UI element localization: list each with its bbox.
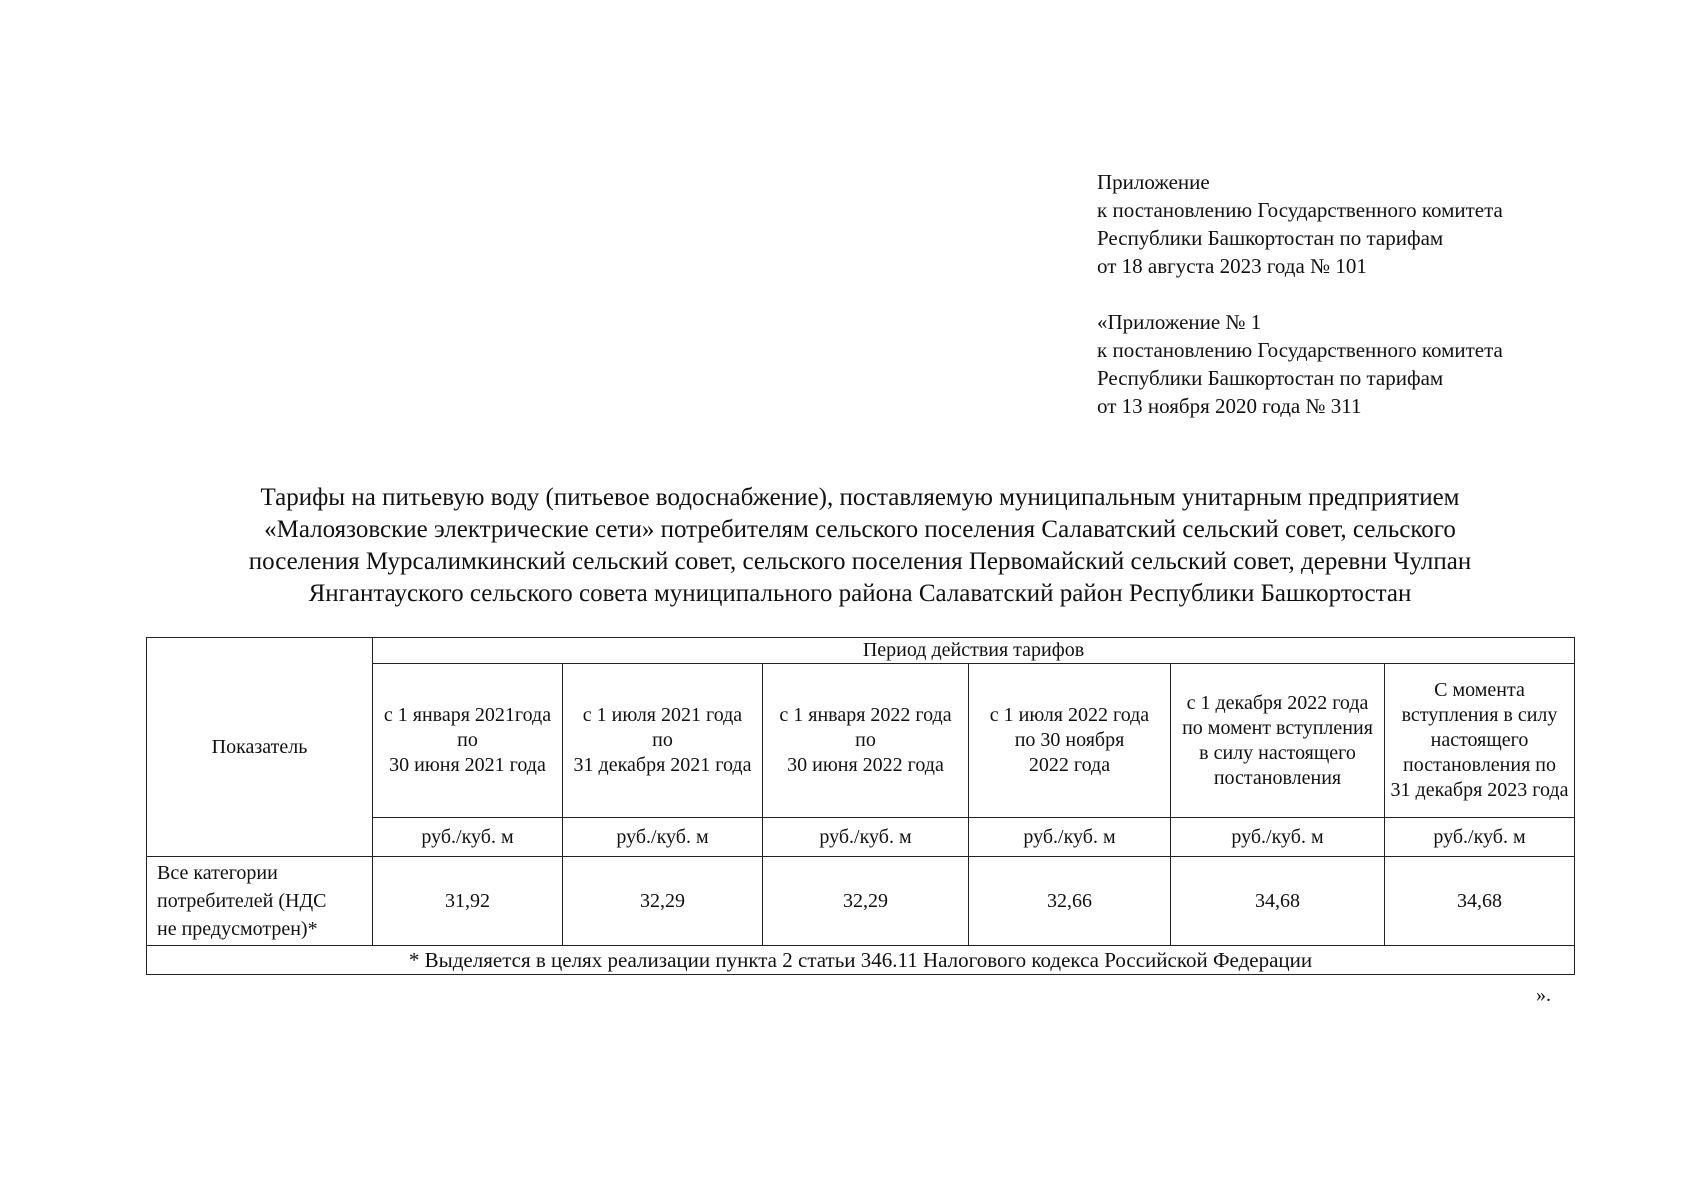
- appendix-line: к постановлению Государственного комитета: [1097, 198, 1503, 222]
- unit-cell: руб./куб. м: [1385, 818, 1575, 857]
- original-appendix-line: от 13 ноября 2020 года № 311: [1097, 394, 1362, 418]
- original-appendix-line: к постановлению Государственного комитета: [1097, 338, 1503, 362]
- tariff-value: 32,29: [763, 857, 969, 946]
- appendix-line: Республики Башкортостан по тарифам: [1097, 226, 1444, 250]
- period-column-header: С момента вступления в силу настоящего постановления по 31 декабря 2023 года: [1385, 664, 1575, 818]
- period-column-header: с 1 декабря 2022 года по момент вступления в силу настоящего постановления: [1171, 664, 1385, 818]
- unit-cell: руб./куб. м: [763, 818, 969, 857]
- tariff-value: 34,68: [1171, 857, 1385, 946]
- unit-cell: руб./куб. м: [1171, 818, 1385, 857]
- appendix-line: от 18 августа 2023 года № 101: [1097, 254, 1367, 278]
- original-appendix-line: «Приложение № 1: [1097, 310, 1262, 334]
- title-line: поселения Мурсалимкинский сельский совет, сельского поселения Первомайский сельский совет, деревни Чулпан: [248, 548, 1472, 575]
- table-row: [147, 857, 1575, 946]
- tariff-value: 32,29: [563, 857, 763, 946]
- closing-quote: ».: [1536, 984, 1551, 1006]
- appendix-header: [1097, 168, 1657, 420]
- unit-cell: руб./куб. м: [563, 818, 763, 857]
- indicator-cell: Все категории потребителей (НДС не предусмотрен)*: [147, 857, 373, 946]
- tariff-value: 34,68: [1385, 857, 1575, 946]
- title-line: Янгантауского сельского совета муниципального района Салаватский район Республики Башкортостан: [308, 580, 1412, 607]
- original-appendix-line: Республики Башкортостан по тарифам: [1097, 366, 1444, 390]
- title-line: «Малоязовские электрические сети» потребителям сельского поселения Салаватский сельский совет, сельского: [264, 516, 1456, 543]
- title-line: Тарифы на питьевую воду (питьевое водоснабжение), поставляемую муниципальным унитарным предприятием: [260, 484, 1460, 511]
- footnote: * Выделяется в целях реализации пункта 2 статьи 346.11 Налогового кодекса Российской Федерации: [147, 946, 1575, 975]
- appendix-line: Приложение: [1097, 170, 1210, 194]
- period-column-header: с 1 января 2022 года по 30 июня 2022 года: [763, 664, 969, 818]
- period-column-header: с 1 января 2021года по 30 июня 2021 года: [373, 664, 563, 818]
- tariff-value: 32,66: [969, 857, 1171, 946]
- period-header: Период действия тарифов: [373, 638, 1575, 664]
- period-column-header: с 1 июля 2022 года по 30 ноября 2022 года: [969, 664, 1171, 818]
- tariff-value: 31,92: [373, 857, 563, 946]
- period-column-header: с 1 июля 2021 года по 31 декабря 2021 года: [563, 664, 763, 818]
- tariff-table: [146, 637, 1575, 975]
- document-title: [150, 482, 1570, 610]
- unit-cell: руб./куб. м: [969, 818, 1171, 857]
- indicator-header: Показатель: [147, 638, 373, 857]
- unit-cell: руб./куб. м: [373, 818, 563, 857]
